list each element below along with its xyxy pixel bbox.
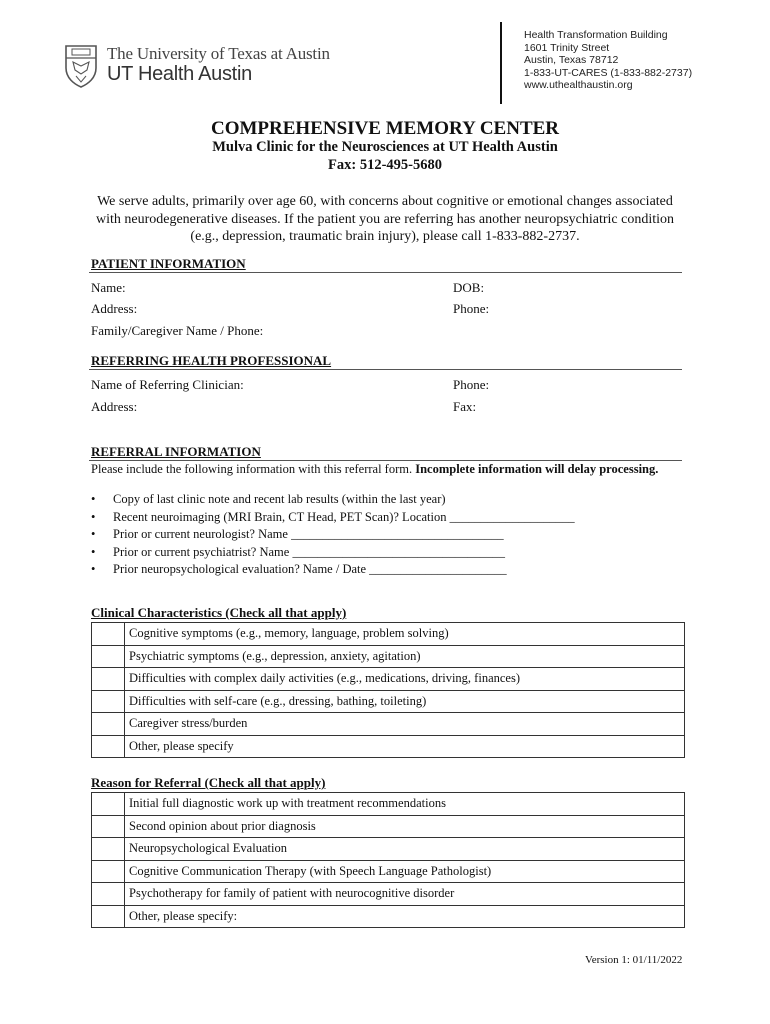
referral-instruction-text: Please include the following information with this referral form.: [91, 462, 416, 476]
section-divider: [89, 272, 682, 273]
checkbox[interactable]: [92, 713, 125, 736]
referring-professional-heading: REFERRING HEALTH PROFESSIONAL: [91, 353, 332, 368]
referral-info-heading: REFERRAL INFORMATION: [91, 444, 261, 459]
reason-for-referral-table: [91, 792, 685, 928]
header-address: [524, 29, 692, 92]
table-row: [92, 838, 685, 861]
option-label: Neuropsychological Evaluation: [125, 838, 685, 861]
patient-dob-field[interactable]: DOB:: [453, 280, 485, 295]
website-link[interactable]: www.uthealthaustin.org: [524, 79, 633, 91]
option-label[interactable]: Other, please specify:: [125, 905, 685, 928]
checkbox[interactable]: [92, 905, 125, 928]
address-line: 1601 Trinity Street: [524, 41, 610, 54]
clinical-characteristics-table: [91, 622, 685, 758]
caregiver-field[interactable]: Family/Caregiver Name / Phone:: [91, 323, 264, 338]
list-item-text: Copy of last clinic note and recent lab results (within the last year): [113, 492, 446, 506]
ut-shield-icon: [64, 44, 98, 88]
bullet-glyph: •: [91, 492, 96, 506]
checkbox[interactable]: [92, 838, 125, 861]
option-label: Psychotherapy for family of patient with neurocognitive disorder: [125, 883, 685, 906]
university-logo: [64, 44, 334, 90]
table-row: [92, 793, 685, 816]
list-item-text[interactable]: Prior or current neurologist? Name __________________________________: [113, 527, 504, 541]
option-label: Initial full diagnostic work up with treatment recommendations: [125, 793, 685, 816]
section-divider: [89, 460, 682, 461]
option-label: Cognitive Communication Therapy (with Speech Language Pathologist): [125, 860, 685, 883]
checkbox[interactable]: [92, 690, 125, 713]
address-line: Austin, Texas 78712: [524, 54, 619, 66]
referral-instructions: [91, 462, 671, 477]
phone-line: 1-833-UT-CARES (1-833-882-2737): [524, 66, 693, 79]
patient-info-heading: PATIENT INFORMATION: [91, 256, 246, 271]
section-divider: [89, 369, 682, 370]
referring-fax-field[interactable]: Fax:: [453, 399, 477, 414]
option-label: Caregiver stress/burden: [125, 713, 685, 736]
option-label: Psychiatric symptoms (e.g., depression, anxiety, agitation): [125, 645, 685, 668]
checkbox[interactable]: [92, 735, 125, 758]
table-row: [92, 668, 685, 691]
university-name: The University of Texas at Austin: [107, 44, 330, 63]
table-row: [92, 860, 685, 883]
clinic-subtitle: Mulva Clinic for the Neurosciences at UT Health Austin: [212, 139, 558, 155]
bullet-glyph: •: [91, 509, 96, 524]
reason-for-referral-heading: Reason for Referral (Check all that apply): [91, 775, 326, 790]
referring-clinician-field[interactable]: Name of Referring Clinician:: [91, 377, 244, 392]
table-row: [92, 690, 685, 713]
checkbox[interactable]: [92, 668, 125, 691]
checkbox[interactable]: [92, 645, 125, 668]
bullet-glyph: •: [91, 544, 96, 559]
patient-phone-field[interactable]: Phone:: [453, 301, 490, 316]
referring-address-field[interactable]: Address:: [91, 399, 138, 414]
list-item-text[interactable]: Recent neuroimaging (MRI Brain, CT Head, PET Scan)? Location ____________________: [113, 509, 575, 524]
header-divider: [500, 22, 502, 104]
clinical-characteristics-heading: Clinical Characteristics (Check all that apply): [91, 605, 347, 620]
table-row: [92, 713, 685, 736]
table-row: [92, 815, 685, 838]
referring-phone-field[interactable]: Phone:: [453, 377, 490, 392]
incomplete-warning: Incomplete information will delay processing.: [415, 462, 659, 476]
table-row: [92, 735, 685, 758]
patient-name-field[interactable]: Name:: [91, 280, 126, 295]
table-row: [92, 645, 685, 668]
bullet-glyph: •: [91, 527, 96, 541]
checkbox[interactable]: [92, 815, 125, 838]
address-line: Health Transformation Building: [524, 29, 668, 41]
checkbox[interactable]: [92, 860, 125, 883]
brand-name: UT Health Austin: [107, 63, 252, 85]
page-title: COMPREHENSIVE MEMORY CENTER: [210, 118, 560, 139]
list-item-text[interactable]: Prior or current psychiatrist? Name __________________________________: [113, 544, 505, 559]
checkbox[interactable]: [92, 793, 125, 816]
table-row: [92, 883, 685, 906]
checkbox[interactable]: [92, 883, 125, 906]
fax-number: Fax: 512-495-5680: [328, 157, 442, 173]
option-label: Second opinion about prior diagnosis: [125, 815, 685, 838]
bullet-glyph: •: [91, 562, 96, 576]
table-row: [92, 905, 685, 928]
patient-address-field[interactable]: Address:: [91, 301, 138, 316]
intro-paragraph: We serve adults, primarily over age 60, with concerns about cognitive or emotional changes associated with neurodegenerative diseases. If the patient you are referring has another neuropsychiatric condition (e.g., depression, traumatic brain injury), please call 1-833-882-2737.: [95, 194, 675, 244]
option-label[interactable]: Other, please specify: [125, 735, 685, 758]
option-label: Difficulties with complex daily activities (e.g., medications, driving, finances): [125, 668, 685, 691]
option-label: Difficulties with self-care (e.g., dressing, bathing, toileting): [125, 690, 685, 713]
list-item-text[interactable]: Prior neuropsychological evaluation? Name / Date ______________________: [113, 562, 507, 576]
option-label: Cognitive symptoms (e.g., memory, language, problem solving): [125, 623, 685, 646]
checkbox[interactable]: [92, 623, 125, 646]
table-row: [92, 623, 685, 646]
version-label: Version 1: 01/11/2022: [585, 954, 683, 966]
